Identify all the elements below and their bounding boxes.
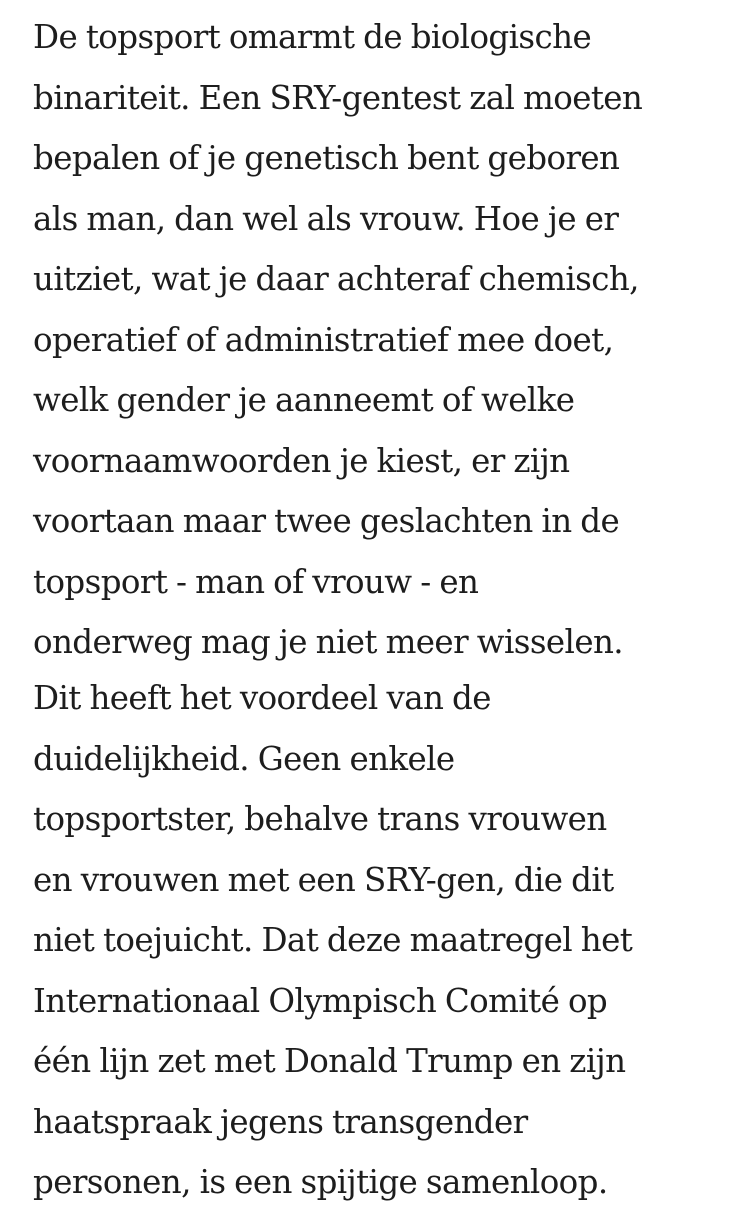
text-line: welk gender je aanneemt of welke [33,381,575,419]
text-line: niet toejuicht. Dat deze maatregel het [33,921,633,959]
text-line: onderweg mag je niet meer wisselen. [33,623,624,661]
paragraph-1 [33,7,642,673]
text-line: topsportster, behalve trans vrouwen [33,800,607,838]
text-line: topsport - man of vrouw - en [33,562,479,601]
text-line: binariteit. Een SRY-gentest zal moeten [33,78,643,117]
text-line: bepalen of je genetisch bent geboren [33,139,620,177]
text-line: duidelijkheid. Geen enkele [33,739,455,778]
text-line: De topsport omarmt de biologische [33,18,592,56]
text-line: operatief of administratief mee doet, [33,320,614,359]
text-line: personen, is een spijtige samenloop. [33,1163,608,1201]
text-line: voortaan maar twee geslachten in de [33,502,620,540]
paragraph-2 [33,668,632,1213]
text-line: en vrouwen met een SRY-gen, die dit [33,860,614,899]
text-line: één lijn zet met Donald Trump en zijn [33,1042,626,1080]
text-line: haatspraak jegens transgender [33,1102,528,1141]
text-line: voornaamwoorden je kiest, er zijn [33,441,570,480]
text-line: als man, dan wel als vrouw. Hoe je er [33,199,619,238]
text-line: Internationaal Olympisch Comité op [33,981,608,1020]
text-line: Dit heeft het voordeel van de [33,679,491,717]
text-line: uitziet, wat je daar achteraf chemisch, [33,260,639,298]
